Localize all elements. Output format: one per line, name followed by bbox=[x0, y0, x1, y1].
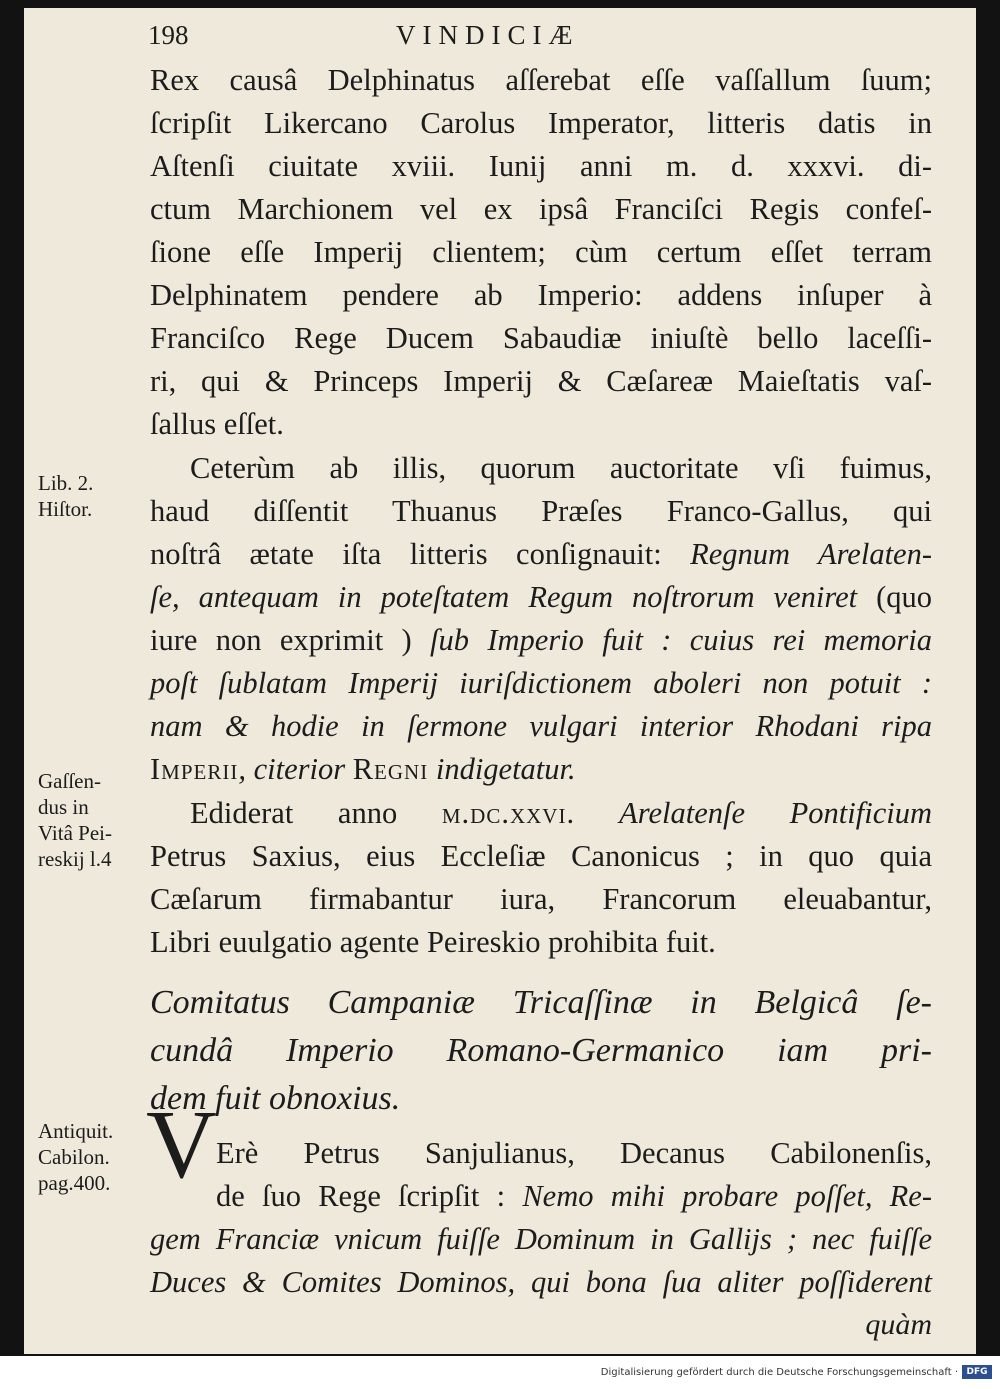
text-line: ſione eſſe Imperij clientem; cùm certum eſſet terram bbox=[150, 235, 932, 269]
text-line: de ſuo Rege ſcripſit : Nemo mihi probare poſſet, Re- bbox=[216, 1179, 932, 1213]
text-line: Rex causâ Delphinatus aſſerebat eſſe vaſſallum ſuum; bbox=[150, 63, 932, 97]
text-line: ri, qui & Princeps Imperij & Cæſareæ Maieſtatis vaſ- bbox=[150, 364, 932, 398]
text-line: Delphinatem pendere ab Imperio: addens inſuper à bbox=[150, 278, 932, 312]
text-line: Imperii, citerior Regni indigetatur. bbox=[150, 752, 576, 786]
text-line: iure non exprimit ) ſub Imperio fuit : cuius rei memoria bbox=[150, 623, 932, 657]
digitization-footer bbox=[0, 1356, 1000, 1389]
text-line: ſe, antequam in poteſtatem Regum noſtrorum veniret (quo bbox=[150, 580, 932, 614]
text-line: Franciſco Rege Ducem Sabaudiæ iniuſtè bello laceſſi- bbox=[150, 321, 932, 355]
text-line: Aſtenſi ciuitate xviii. Iunij anni m. d. xxxvi. di- bbox=[150, 149, 932, 183]
catchword: quàm bbox=[865, 1308, 932, 1341]
text-line: Ediderat anno m.dc.xxvi. Arelatenſe Pontificium bbox=[190, 796, 932, 830]
margin-note: Lib. 2. Hiſtor. bbox=[38, 471, 94, 521]
book-page bbox=[24, 8, 976, 1354]
text-line: Duces & Comites Dominos, qui bona ſua aliter poſſiderent bbox=[150, 1265, 932, 1299]
section-heading: cundâ Imperio Romano-Germanico iam pri- bbox=[150, 1032, 932, 1069]
footer-credit: Digitalisierung gefördert durch die Deutsche Forschungsgemeinschaft · bbox=[600, 1367, 958, 1378]
text-line: Libri euulgatio agente Peireskio prohibita fuit. bbox=[150, 925, 716, 959]
section-heading: dem fuit obnoxius. bbox=[150, 1080, 401, 1117]
drop-cap: V bbox=[146, 1091, 217, 1199]
page-number: 198 bbox=[148, 20, 189, 50]
page-header bbox=[24, 20, 976, 56]
text-line: poſt ſublatam Imperij iuriſdictionem aboleri non potuit : bbox=[150, 666, 932, 700]
running-head: VINDICIÆ bbox=[396, 20, 580, 50]
text-line: nam & hodie in ſermone vulgari interior Rhodani ripa bbox=[150, 709, 932, 743]
text-line: haud diſſentit Thuanus Præſes Franco-Gallus, qui bbox=[150, 494, 932, 528]
text-line: Ceterùm ab illis, quorum auctoritate vſi fuimus, bbox=[190, 451, 932, 485]
text-line: noſtrâ ætate iſta litteris conſignauit: Regnum Arelaten- bbox=[150, 537, 932, 571]
dfg-logo: DFG bbox=[962, 1365, 992, 1379]
text-line: Erè Petrus Sanjulianus, Decanus Cabilonenſis, bbox=[216, 1136, 932, 1170]
text-line: ſcripſit Likercano Carolus Imperator, litteris datis in bbox=[150, 106, 932, 140]
text-line: ſallus eſſet. bbox=[150, 407, 284, 441]
text-line: gem Franciæ vnicum fuiſſe Dominum in Gallijs ; nec fuiſſe bbox=[150, 1222, 932, 1256]
section-heading: Comitatus Campaniæ Tricaſſinæ in Belgicâ ſe- bbox=[150, 984, 932, 1021]
margin-note: Gaſſen- dus in Vitâ Pei- reskij l.4 bbox=[38, 769, 112, 871]
text-line: ctum Marchionem vel ex ipsâ Franciſci Regis confeſ- bbox=[150, 192, 932, 226]
text-line: Cæſarum firmabantur iura, Francorum eleuabantur, bbox=[150, 882, 932, 916]
text-line: Petrus Saxius, eius Eccleſiæ Canonicus ; in quo quia bbox=[150, 839, 932, 873]
margin-note: Antiquit. Cabilon. pag.400. bbox=[38, 1119, 114, 1195]
